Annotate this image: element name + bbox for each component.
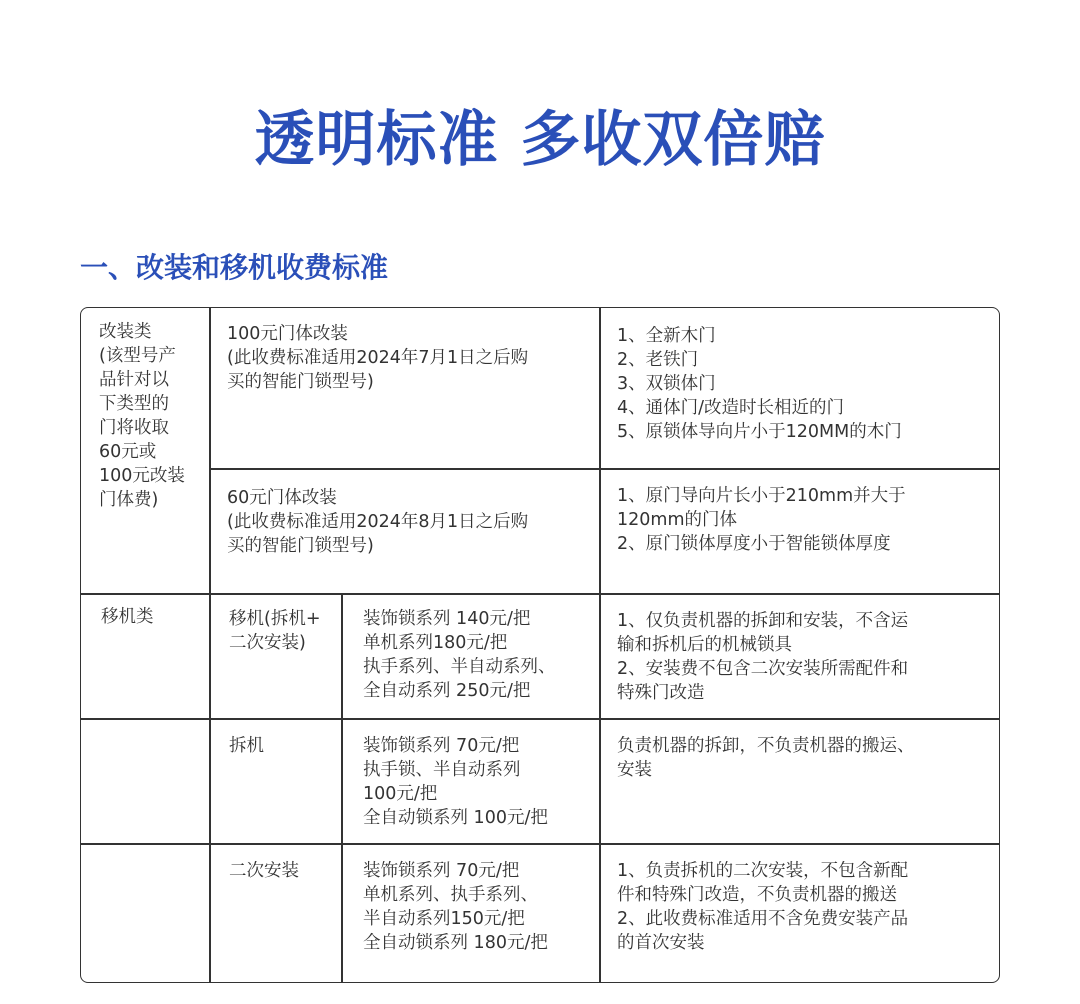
row3-service: 移机(拆机+ 二次安装) <box>229 609 321 653</box>
section-title: 一、改装和移机收费标准 <box>80 251 389 284</box>
row2-type: 60元门体改装 (此收费标准适用2024年8月1日之后购 买的智能门锁型号) <box>227 488 529 556</box>
page-title: 透明标准 多收双倍赔 <box>254 105 826 175</box>
row3-price: 装饰锁系列 140元/把 单机系列180元/把 执手系列、半自动系列、 全自动系列 250元/把 <box>363 609 556 701</box>
row4-price: 装饰锁系列 70元/把 执手锁、半自动系列 100元/把 全自动锁系列 100元/把 <box>363 736 548 828</box>
fee-table <box>80 307 1000 983</box>
row5-desc: 1、负责拆机的二次安装，不包含新配 件和特殊门改造，不负责机器的搬送 2、此收费标准适用不含免费安装产品 的首次安装 <box>617 861 909 953</box>
row4-desc: 负责机器的拆卸，不负责机器的搬运、 安装 <box>617 736 915 780</box>
row1-type: 100元门体改装 (此收费标准适用2024年7月1日之后购 买的智能门锁型号) <box>227 324 529 392</box>
row3-desc: 1、仅负责机器的拆卸和安装，不含运 输和拆机后的机械锁具 2、安装费不包含二次安装所需配件和 特殊门改造 <box>617 611 909 703</box>
row1-desc: 1、全新木门 2、老铁门 3、双锁体门 4、通体门/改造时长相近的门 5、原锁体导向片小于120MM的木门 <box>617 326 902 442</box>
row4-service: 拆机 <box>229 736 264 756</box>
row2-desc: 1、原门导向片长小于210mm并大于 120mm的门体 2、原门锁体厚度小于智能锁体厚度 <box>617 486 906 554</box>
row5-service: 二次安装 <box>229 861 299 881</box>
row5-price: 装饰锁系列 70元/把 单机系列、执手系列、 半自动系列150元/把 全自动锁系列 180元/把 <box>363 861 548 953</box>
category-move: 移机类 <box>101 607 154 627</box>
category-modify: 改装类 (该型号产 品针对以 下类型的 门将收取 60元或 100元改装 门体费) <box>99 322 185 510</box>
